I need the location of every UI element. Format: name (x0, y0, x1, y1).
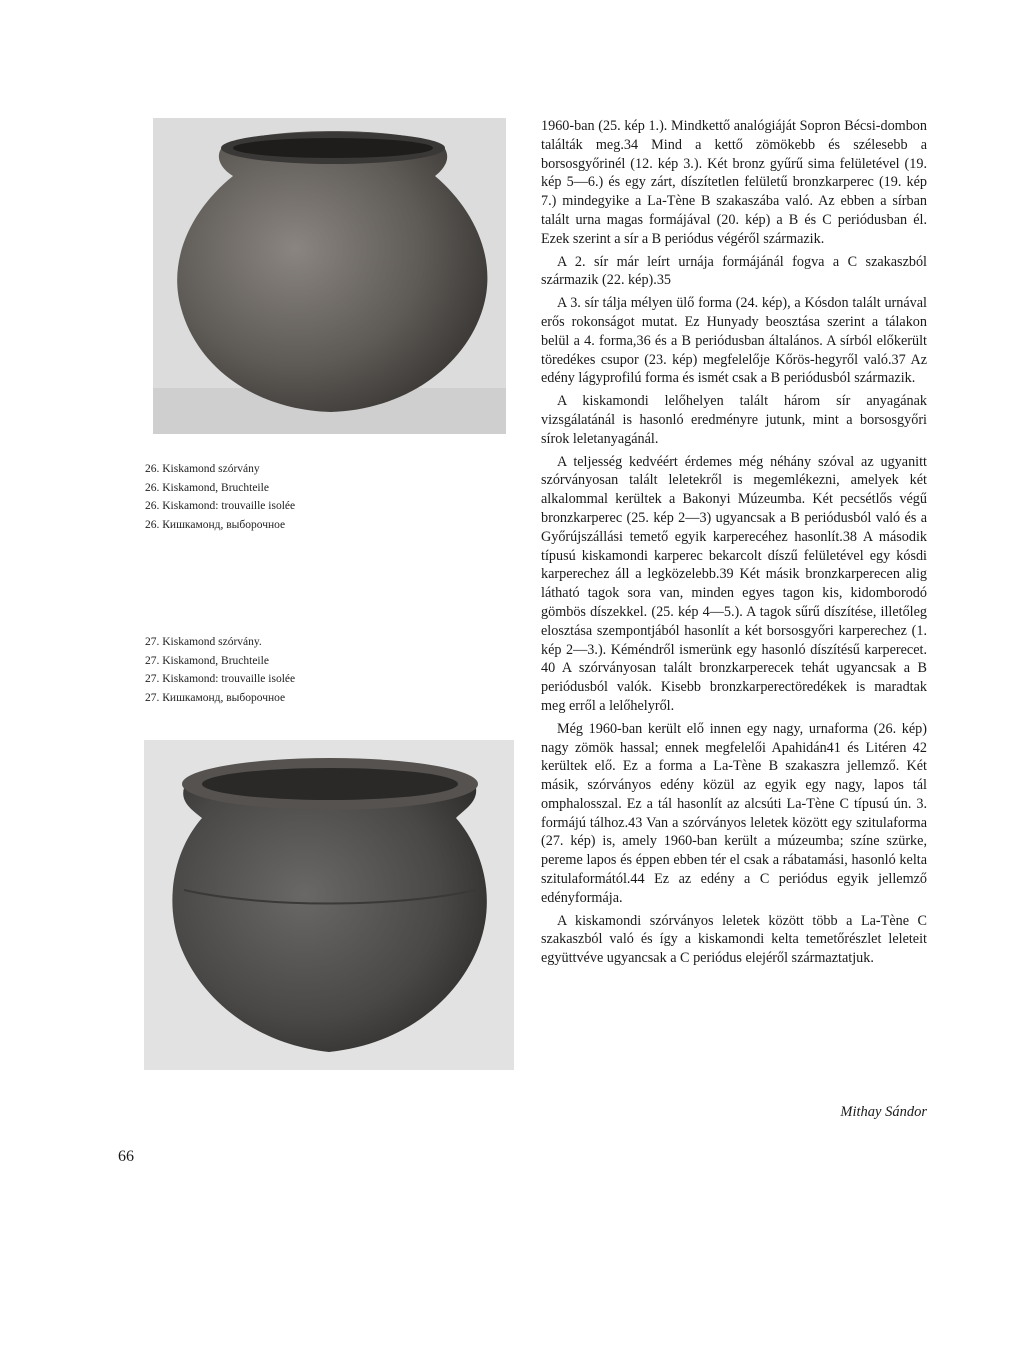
caption-hungarian: 26. Kiskamond szórvány (145, 463, 260, 475)
caption-french: 26. Kiskamond: trouvaille isolée (145, 500, 296, 512)
paragraph: A kiskamondi szórványos leletek között több a La-Tène C szakaszból való és így a kiskamondi kelta temetőrészlet leleteit együttvéve ugyancsak a C periódus elejéről származtatjuk. (541, 912, 927, 967)
page-number: 66 (118, 1148, 134, 1165)
paragraph: A 2. sír már leírt urnája formájánál fogva a C szakaszból származik (22. kép).35 (541, 253, 927, 289)
paragraph: A 3. sír tálja mélyen ülő forma (24. kép), a Kósdon talált urnával erős rokonságot mutat. Ez Hunyady beosztása szerint a tálakon belül a 4. forma,36 és a B periódusban általános. A sírból előkerült töredékes csupor (23. kép) megfelelője Kőrös-hegyről való.37 Az edény lágyprofilú forma és ismét csak a B periódusból származik. (541, 295, 927, 387)
figure-26-captions (145, 460, 375, 534)
caption-russian: 26. Кишкамонд, выборочное (145, 518, 286, 531)
caption-russian: 27. Кишкамонд, выборочное (145, 691, 286, 704)
caption-french: 27. Kiskamond: trouvaille isolée (145, 673, 296, 685)
caption-german: 26. Kiskamond, Bruchteile (145, 481, 269, 494)
situla-vessel-image (144, 740, 514, 1070)
paragraph: A teljesség kedvéért érdemes még néhány szóval az ugyanitt szórványosan talált leletekről is megemlékezni, amelyek két alkalommal kerültek a Bakonyi Múzeumba. Két pecsétlős végű bronzkarperec (25. kép 2—3) ugyancsak a B periódusból való és a Győrújszállási temető egyik karperecéhez hasonlít.38 A második típusú kiskamondi karperec bekarcolt díszű felületével egy kósdi karperechez áll a legközelebb.39 Két másik bronzkarperecen alig látható tagok sora van, minden egyes tagon kis, kidomborodó gömbös díszekkel. (25. kép 4—5.). A tagok sűrű díszítése, illetőleg elosztása szempontjából hasonlít a két borsosgyőri karperechez (1. kép 2—3.). Kéméndről ismerünk egy hasonló díszítésű karperecet. 40 A szórványosan talált bronzkarperecek tehát ugyancsak a B periódusból valók. Kisebb bronzkarperectöredékek is maradtak meg erről a lelőhelyről. (541, 453, 927, 714)
article-body (541, 117, 927, 968)
paragraph: Még 1960-ban került elő innen egy nagy, urnaforma (26. kép) nagy zömök hassal; ennek megfelelői Apahidán41 és Litéren 42 kerültek elő. Ez a forma a La-Tène B szakaszra jellemző. Két másik, szórványos edény közül az egyik egy nagy, lapos tál omphalosszal. Ez a tál hasonlít az alcsúti La-Tène C típusú ún. 3. formájú tálhoz.43 Van a szórványos leletek között egy szitulaforma (27. kép) is, amely 1960-ban került a múzeumba; színe szürke, pereme lapos és éppen ebben tér el csak a rábatamási, hasonló kelta szitulaformától.44 Ez az edény a C periódus egyik jellemző edényformája. (541, 720, 927, 906)
figure-26-photo (153, 118, 506, 434)
paragraph: 1960-ban (25. kép 1.). Mindkettő analógiáját Sopron Bécsi-dombon találták meg.34 Mind a kettő zömökebb és szélesebb a borsosgyőrinél (12. kép 3.). Két bronz gyűrű sima felületével (19. kép 5—6.) és egy zárt, díszítetlen felületű bronzkarperec (19. kép 7.) mindegyike a La-Tène B szakaszába való. Az ebben a sírban talált urna magas formájával (20. kép) a B és C periódusban él. Ezek szerint a sír a B periódus végéről származik. (541, 118, 927, 247)
urn-vessel-image (153, 118, 506, 434)
author-signature: Mithay Sándor (840, 1104, 927, 1120)
figure-27-photo (144, 740, 514, 1070)
figure-27-captions (145, 633, 375, 707)
paragraph: A kiskamondi lelőhelyen talált három sír anyagának vizsgálatánál is hasonló eredményre jutunk, mint a borsosgyőri sírok leletanyagánál. (541, 393, 927, 447)
caption-german: 27. Kiskamond, Bruchteile (145, 654, 269, 667)
caption-hungarian: 27. Kiskamond szórvány. (145, 636, 262, 648)
